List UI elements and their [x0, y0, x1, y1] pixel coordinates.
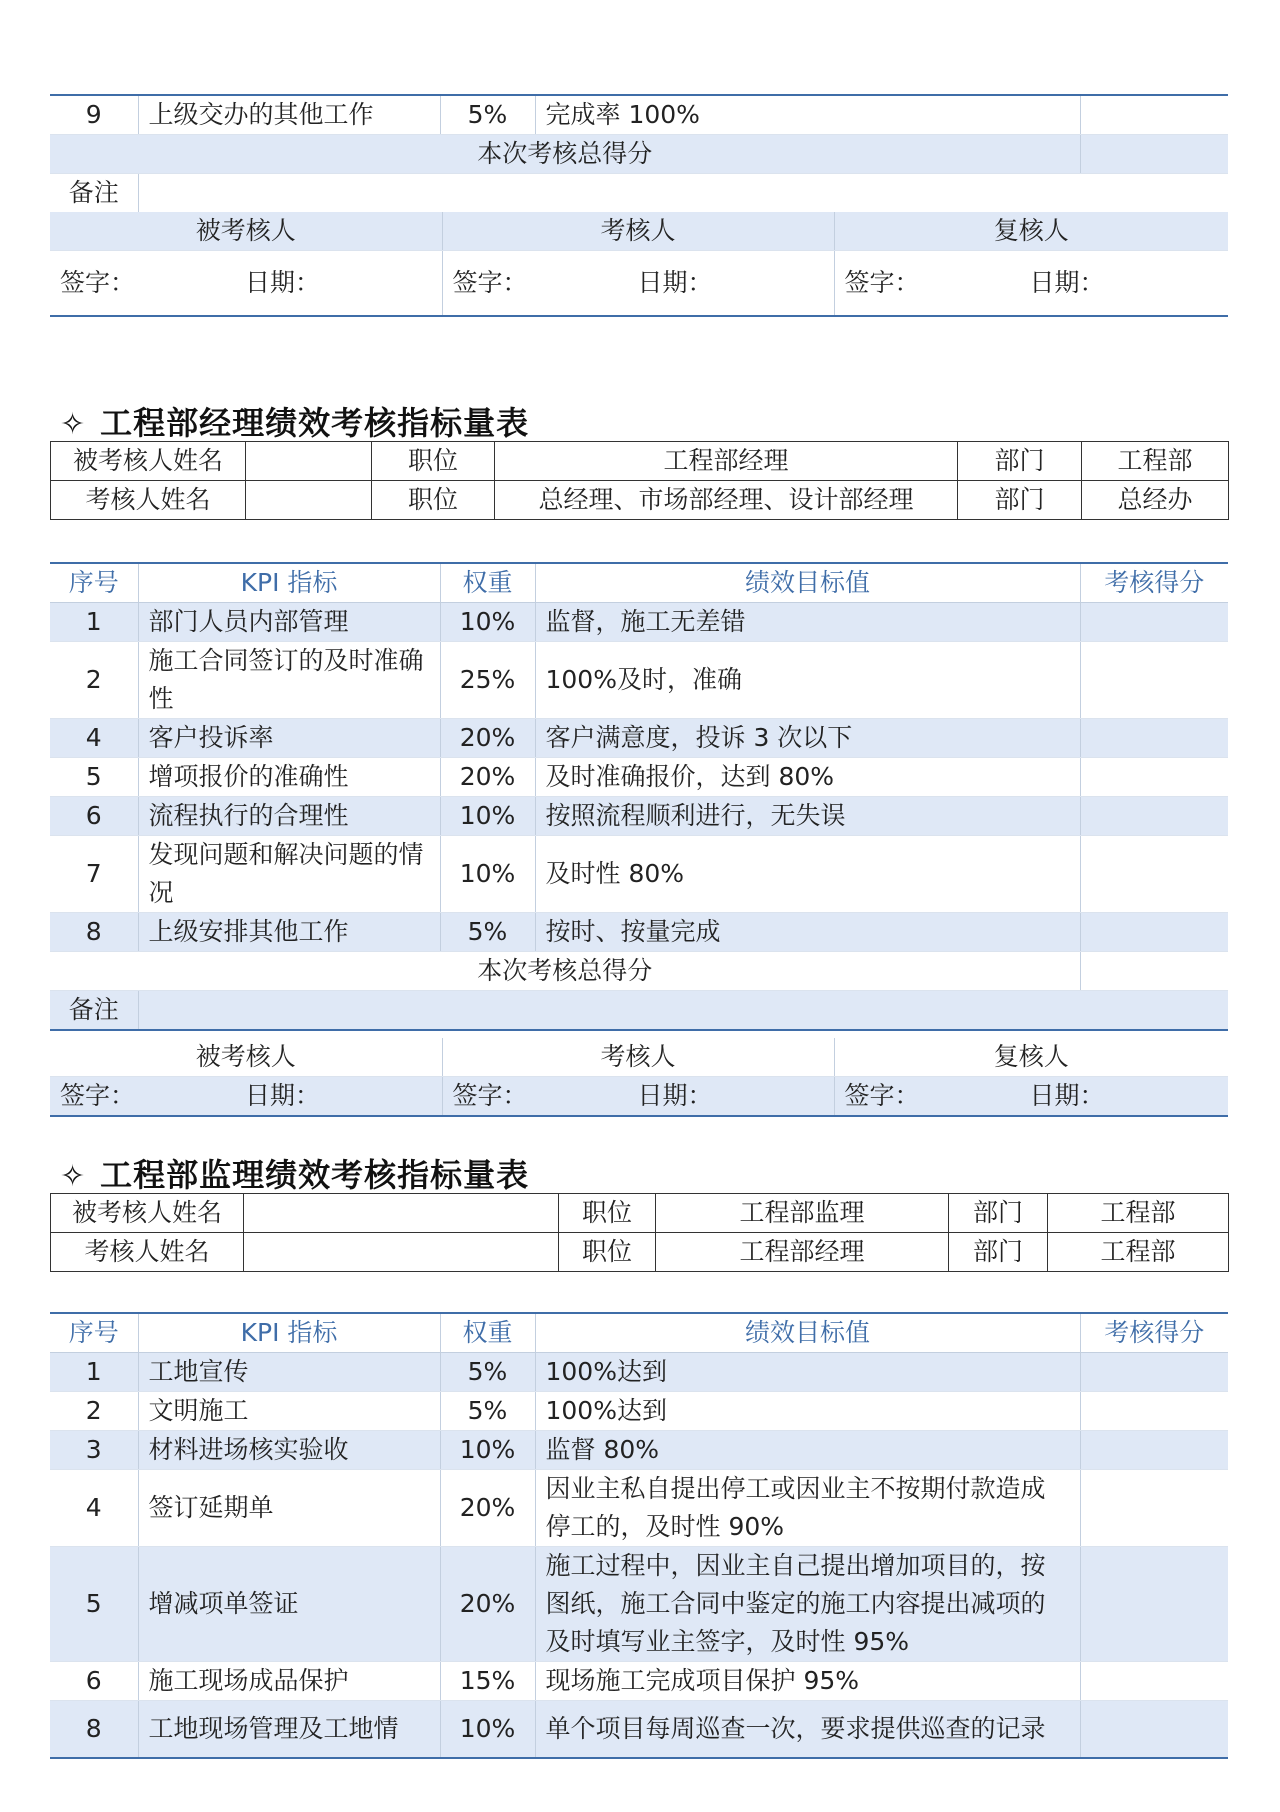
score-cell[interactable]: [1080, 1547, 1228, 1662]
section1-sign-table: [50, 1038, 1228, 1117]
position-value: 工程部监理: [656, 1194, 949, 1233]
sign-row: [50, 251, 1228, 317]
weight-cell: 20%: [440, 1470, 535, 1547]
header-score: 考核得分: [1080, 563, 1228, 603]
remark-label: 备注: [50, 174, 138, 214]
info-row: [51, 1233, 1229, 1272]
assessee-sign[interactable]: [50, 251, 442, 317]
weight-cell: 5%: [440, 913, 535, 952]
table-row: [50, 1470, 1228, 1547]
top-score-table: [50, 94, 1228, 214]
table-row: [50, 1431, 1228, 1470]
total-score-cell[interactable]: [1080, 952, 1228, 991]
target-cell: 按照流程顺利进行，无失误: [535, 797, 1080, 836]
score-cell[interactable]: [1080, 797, 1228, 836]
score-cell[interactable]: [1080, 1392, 1228, 1431]
target-cell: 完成率 100%: [535, 95, 1080, 135]
kpi-cell: 工地宣传: [138, 1353, 440, 1392]
reviewer-head: 复核人: [834, 212, 1228, 251]
weight-cell: 10%: [440, 836, 535, 913]
row-number: 7: [50, 836, 138, 913]
weight-cell: 25%: [440, 642, 535, 719]
assessor-name-label: 考核人姓名: [51, 1233, 244, 1272]
kpi-cell: 文明施工: [138, 1392, 440, 1431]
reviewer-sign[interactable]: [834, 1077, 1228, 1117]
table-row: [50, 1353, 1228, 1392]
kpi-cell: 上级安排其他工作: [138, 913, 440, 952]
date-label: 日期：: [1029, 1081, 1105, 1110]
table-header-row: [50, 1313, 1228, 1353]
header-kpi: KPI 指标: [138, 563, 440, 603]
kpi-cell: 上级交办的其他工作: [138, 95, 440, 135]
weight-cell: 10%: [440, 1701, 535, 1759]
total-row: [50, 135, 1228, 174]
weight-cell: 5%: [440, 1353, 535, 1392]
score-cell[interactable]: [1080, 836, 1228, 913]
weight-cell: 15%: [440, 1662, 535, 1701]
department-value: 总经办: [1082, 481, 1229, 520]
target-cell: 因业主私自提出停工或因业主不按期付款造成停工的，及时性 90%: [535, 1470, 1080, 1547]
table-row: [50, 1662, 1228, 1701]
section1-title-text: 工程部经理绩效考核指标量表: [100, 404, 530, 442]
position-value: 工程部经理: [495, 442, 958, 481]
section1-info-table: [50, 441, 1229, 520]
header-weight: 权重: [440, 1313, 535, 1353]
target-cell: 现场施工完成项目保护 95%: [535, 1662, 1080, 1701]
header-score: 考核得分: [1080, 1313, 1228, 1353]
department-label: 部门: [958, 442, 1082, 481]
assessor-sign[interactable]: [442, 251, 834, 317]
info-row: [51, 481, 1229, 520]
department-value: 工程部: [1082, 442, 1229, 481]
target-cell: 施工过程中，因业主自己提出增加项目的，按图纸，施工合同中鉴定的施工内容提出减项的及时填写业主签字，及时性 95%: [535, 1547, 1080, 1662]
section2-title: [60, 1150, 529, 1196]
four-point-star-icon: ✧: [60, 407, 87, 442]
remark-row: [50, 174, 1228, 214]
row-number: 5: [50, 1547, 138, 1662]
reviewer-sign[interactable]: [834, 251, 1228, 317]
assessor-sign[interactable]: [442, 1077, 834, 1117]
score-cell[interactable]: [1080, 1353, 1228, 1392]
weight-cell: 10%: [440, 1431, 535, 1470]
table-row: [50, 1701, 1228, 1759]
table-row: [50, 836, 1228, 913]
score-cell[interactable]: [1080, 642, 1228, 719]
header-kpi: KPI 指标: [138, 1313, 440, 1353]
table-row: [50, 719, 1228, 758]
section1-kpi-table: [50, 562, 1228, 1031]
kpi-cell: 材料进场核实验收: [138, 1431, 440, 1470]
kpi-cell: 工地现场管理及工地情: [138, 1701, 440, 1759]
section2-info-table: [50, 1193, 1229, 1272]
row-number: 2: [50, 1392, 138, 1431]
reviewer-head: 复核人: [834, 1038, 1228, 1077]
row-number: 1: [50, 1353, 138, 1392]
header-target: 绩效目标值: [535, 563, 1080, 603]
position-value: 总经理、市场部经理、设计部经理: [495, 481, 958, 520]
score-cell[interactable]: [1080, 95, 1228, 135]
total-score-cell[interactable]: [1080, 135, 1228, 174]
header-no: 序号: [50, 1313, 138, 1353]
sign-label: 签字：: [844, 1081, 920, 1110]
department-label: 部门: [949, 1233, 1048, 1272]
assessee-name-label: 被考核人姓名: [51, 1194, 244, 1233]
assessor-name-label: 考核人姓名: [51, 481, 246, 520]
target-cell: 100%达到: [535, 1392, 1080, 1431]
weight-cell: 10%: [440, 603, 535, 642]
section1-title: [60, 398, 529, 444]
target-cell: 及时性 80%: [535, 836, 1080, 913]
target-cell: 客户满意度，投诉 3 次以下: [535, 719, 1080, 758]
kpi-cell: 部门人员内部管理: [138, 603, 440, 642]
weight-cell: 20%: [440, 719, 535, 758]
table-row: [50, 913, 1228, 952]
row-number: 8: [50, 913, 138, 952]
total-label: 本次考核总得分: [50, 135, 1080, 174]
table-row: [50, 758, 1228, 797]
remark-label: 备注: [50, 991, 138, 1031]
sign-label: 签字：: [60, 1081, 136, 1110]
row-number: 8: [50, 1701, 138, 1759]
info-row: [51, 1194, 1229, 1233]
sign-label: 签字：: [60, 268, 136, 297]
table-row: [50, 642, 1228, 719]
section2-title-text: 工程部监理绩效考核指标量表: [100, 1156, 530, 1194]
date-label: 日期：: [637, 1081, 713, 1110]
department-label: 部门: [949, 1194, 1048, 1233]
info-row: [51, 442, 1229, 481]
target-cell: 监督，施工无差错: [535, 603, 1080, 642]
sign-row: [50, 1077, 1228, 1117]
department-value: 工程部: [1048, 1194, 1229, 1233]
score-cell[interactable]: [1080, 1662, 1228, 1701]
target-cell: 100%及时，准确: [535, 642, 1080, 719]
header-weight: 权重: [440, 563, 535, 603]
row-number: 3: [50, 1431, 138, 1470]
row-number: 6: [50, 1662, 138, 1701]
sign-label: 签字：: [844, 268, 920, 297]
kpi-cell: 施工现场成品保护: [138, 1662, 440, 1701]
remark-cell[interactable]: [138, 174, 1228, 214]
score-cell[interactable]: [1080, 758, 1228, 797]
kpi-cell: 发现问题和解决问题的情况: [138, 836, 440, 913]
target-cell: 100%达到: [535, 1353, 1080, 1392]
assessee-head: 被考核人: [50, 1038, 442, 1077]
table-row: [50, 1547, 1228, 1662]
weight-cell: 20%: [440, 758, 535, 797]
row-number: 5: [50, 758, 138, 797]
table-row: [50, 603, 1228, 642]
score-cell[interactable]: [1080, 719, 1228, 758]
score-cell[interactable]: [1080, 1431, 1228, 1470]
date-label: 日期：: [245, 1081, 321, 1110]
date-label: 日期：: [637, 268, 713, 297]
weight-cell: 20%: [440, 1547, 535, 1662]
row-number: 4: [50, 1470, 138, 1547]
table-row: [50, 95, 1228, 135]
remark-cell[interactable]: [138, 991, 1228, 1031]
header-target: 绩效目标值: [535, 1313, 1080, 1353]
target-cell: 监督 80%: [535, 1431, 1080, 1470]
position-label: 职位: [559, 1194, 656, 1233]
four-point-star-icon: ✧: [60, 1159, 87, 1194]
position-label: 职位: [372, 481, 495, 520]
date-label: 日期：: [245, 268, 321, 297]
row-number: 2: [50, 642, 138, 719]
assessee-name-field[interactable]: [246, 442, 372, 481]
date-label: 日期：: [1029, 268, 1105, 297]
department-value: 工程部: [1048, 1233, 1229, 1272]
assessee-name-field[interactable]: [244, 1194, 559, 1233]
row-number: 4: [50, 719, 138, 758]
department-label: 部门: [958, 481, 1082, 520]
row-number: 9: [50, 95, 138, 135]
score-cell[interactable]: [1080, 913, 1228, 952]
assessor-head: 考核人: [442, 212, 834, 251]
top-sign-table: [50, 212, 1228, 317]
table-header-row: [50, 563, 1228, 603]
sign-head-row: [50, 212, 1228, 251]
total-row: [50, 952, 1228, 991]
assessor-name-field[interactable]: [244, 1233, 559, 1272]
score-cell[interactable]: [1080, 1470, 1228, 1547]
assessee-sign[interactable]: [50, 1077, 442, 1117]
sign-label: 签字：: [452, 1081, 528, 1110]
assessor-name-field[interactable]: [246, 481, 372, 520]
row-number: 6: [50, 797, 138, 836]
position-label: 职位: [559, 1233, 656, 1272]
weight-cell: 10%: [440, 797, 535, 836]
kpi-cell: 签订延期单: [138, 1470, 440, 1547]
score-cell[interactable]: [1080, 1701, 1228, 1759]
header-no: 序号: [50, 563, 138, 603]
score-cell[interactable]: [1080, 603, 1228, 642]
total-label: 本次考核总得分: [50, 952, 1080, 991]
sign-head-row: [50, 1038, 1228, 1077]
position-label: 职位: [372, 442, 495, 481]
table-row: [50, 1392, 1228, 1431]
weight-cell: 5%: [440, 95, 535, 135]
kpi-cell: 增减项单签证: [138, 1547, 440, 1662]
sign-label: 签字：: [452, 268, 528, 297]
target-cell: 按时、按量完成: [535, 913, 1080, 952]
kpi-cell: 施工合同签订的及时准确性: [138, 642, 440, 719]
assessee-name-label: 被考核人姓名: [51, 442, 246, 481]
table-row: [50, 797, 1228, 836]
remark-row: [50, 991, 1228, 1031]
kpi-cell: 增项报价的准确性: [138, 758, 440, 797]
weight-cell: 5%: [440, 1392, 535, 1431]
assessee-head: 被考核人: [50, 212, 442, 251]
kpi-cell: 流程执行的合理性: [138, 797, 440, 836]
position-value: 工程部经理: [656, 1233, 949, 1272]
kpi-cell: 客户投诉率: [138, 719, 440, 758]
row-number: 1: [50, 603, 138, 642]
target-cell: 及时准确报价，达到 80%: [535, 758, 1080, 797]
target-cell: 单个项目每周巡查一次，要求提供巡查的记录: [535, 1701, 1080, 1759]
assessor-head: 考核人: [442, 1038, 834, 1077]
section2-kpi-table: [50, 1312, 1228, 1759]
